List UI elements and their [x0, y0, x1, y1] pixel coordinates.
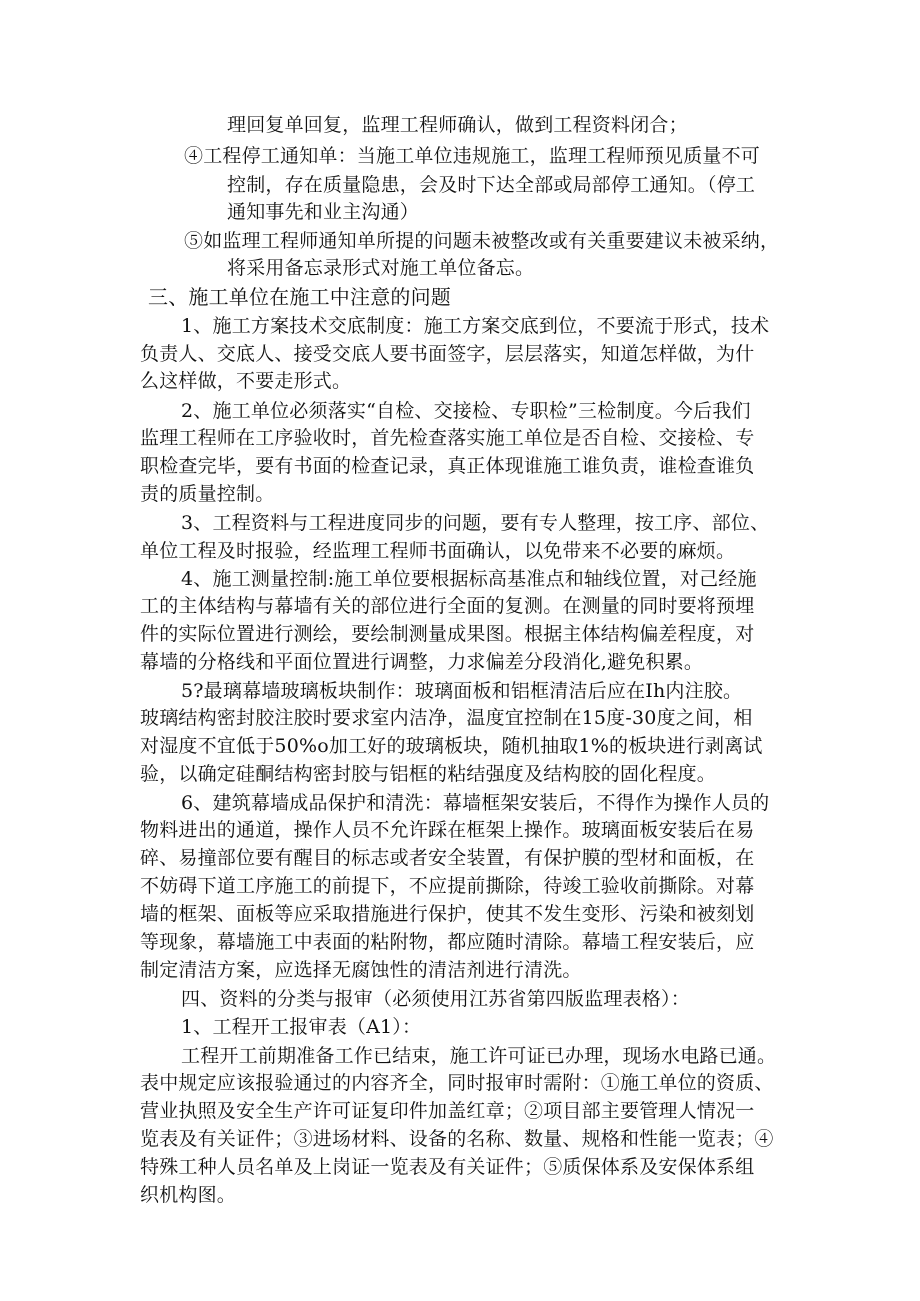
text-line: ④工程停工通知单：当施工单位违规施工，监理工程师预见质量不可 — [184, 145, 761, 167]
text-line: 理回复单回复，监理工程师确认，做到工程资料闭合； — [227, 114, 688, 136]
section-heading: 四、资料的分类与报审（必须使用江苏省第四版监理表格）： — [181, 988, 690, 1010]
text-line: 玻璃结构密封胶注胶时要求室内洁净，温度宜控制在15度-30度之间，相 — [140, 707, 753, 729]
subsection-heading: 1、工程开工报审表（A1）： — [181, 1016, 422, 1038]
text-line: 墙的框架、面板等应采取措施进行保护，使其不发生变形、污染和被刻划 — [140, 903, 755, 925]
text-line: 4、施工测量控制:施工单位要根据标高基准点和轴线位置，对己经施 — [181, 568, 757, 590]
text-line: 表中规定应该报验通过的内容齐全，同时报审时需附：①施工单位的资质、 — [140, 1072, 774, 1094]
text-line: 控制，存在质量隐患，会及时下达全部或局部停工通知。（停工 — [227, 174, 756, 196]
text-line: 营业执照及安全生产许可证复印件加盖红章；②项目部主要管理人情况一 — [140, 1100, 755, 1122]
text-line: ⑤如监理工程师通知单所提的问题未被整改或有关重要建议未被采纳， — [184, 230, 780, 252]
text-line: 6、建筑幕墙成品保护和清洗：幕墙框架安装后，不得作为操作人员的 — [181, 792, 770, 814]
text-line: 1、施工方案技术交底制度：施工方案交底到位，不要流于形式，技术 — [181, 315, 770, 337]
text-line: 单位工程及时报验，经监理工程师书面确认，以免带来不必要的麻烦。 — [140, 540, 736, 562]
text-line: 验，以确定硅酮结构密封胶与铝框的粘结强度及结构胶的固化程度。 — [140, 763, 717, 785]
text-line: 责的质量控制。 — [140, 483, 275, 505]
text-line: 制定清洁方案，应选择无腐蚀性的清洁剂进行清洗。 — [140, 959, 582, 981]
text-line: 特殊工种人员名单及上岗证一览表及有关证件；⑤质保体系及安保体系组 — [140, 1156, 755, 1178]
text-line: 职检查完毕，要有书面的检查记录，真正体现谁施工谁负责，谁检查谁负 — [140, 455, 755, 477]
text-line: 2、施工单位必须落实“自检、交接检、专职检”三检制度。今后我们 — [181, 400, 751, 422]
text-line: 不妨碍下道工序施工的前提下，不应提前撕除，待竣工验收前撕除。对幕 — [140, 875, 755, 897]
text-line: 对湿度不宜低于50%o加工好的玻璃板块，随机抽取1%的板块进行剥离试 — [140, 735, 763, 757]
section-heading: 三、施工单位在施工中注意的问题 — [148, 285, 451, 309]
text-line: 工的主体结构与幕墙有关的部位进行全面的复测。在测量的同时要将预埋 — [140, 595, 755, 617]
text-line: 将采用备忘录形式对施工单位备忘。 — [227, 257, 535, 279]
text-line: 件的实际位置进行测绘，要绘制测量成果图。根据主体结构偏差程度，对 — [140, 623, 755, 645]
text-line: 3、工程资料与工程进度同步的问题，要有专人整理，按工序、部位、 — [181, 512, 770, 534]
text-line: 工程开工前期准备工作已结束，施工许可证已办理，现场水电路已通。 — [181, 1045, 777, 1067]
text-line: 览表及有关证件；③进场材料、设备的名称、数量、规格和性能一览表；④ — [140, 1128, 774, 1150]
text-line: 碎、易撞部位要有醒目的标志或者安全装置，有保护膜的型材和面板，在 — [140, 847, 755, 869]
text-line: 通知事先和业主沟通） — [227, 201, 420, 223]
text-line: 等现象，幕墙施工中表面的粘附物，都应随时清除。幕墙工程安装后，应 — [140, 931, 755, 953]
text-line: 监理工程师在工序验收时，首先检查落实施工单位是否自检、交接检、专 — [140, 427, 755, 449]
text-line: 5?最璃幕墙玻璃板块制作：玻璃面板和铝框清洁后应在Ih内注胶。 — [181, 680, 743, 702]
text-line: 么这样做，不要走形式。 — [140, 370, 352, 392]
text-line: 负责人、交底人、接受交底人要书面签字，层层落实，知道怎样做，为什 — [140, 343, 755, 365]
text-line: 物料进出的通道，操作人员不允许踩在框架上操作。玻璃面板安装后在易 — [140, 819, 755, 841]
text-line: 幕墙的分格线和平面位置进行调整，力求偏差分段消化,避免积累。 — [140, 651, 704, 673]
text-line: 织机构图。 — [140, 1184, 237, 1206]
